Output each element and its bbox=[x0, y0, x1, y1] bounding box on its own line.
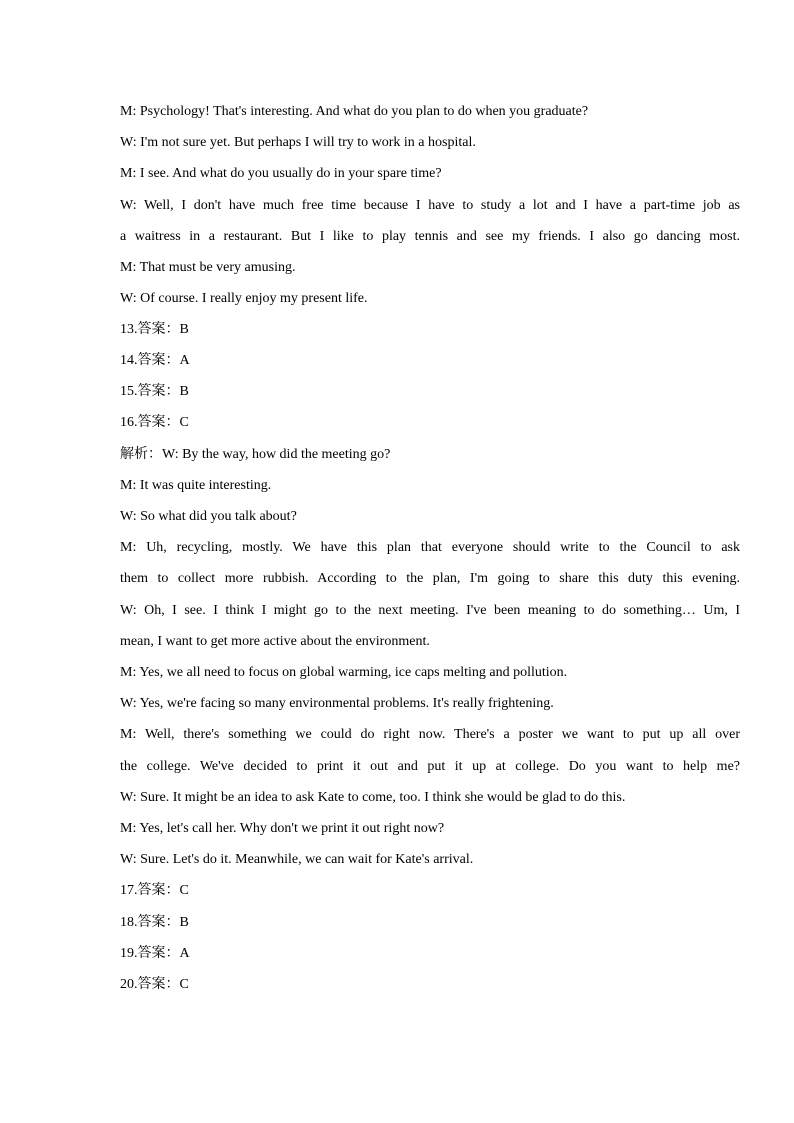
text-line: W: Yes, we're facing so many environmental problems. It's really frightening. bbox=[120, 696, 554, 711]
answer-line: 14.答案：A bbox=[120, 353, 190, 368]
answer-line: 18.答案：B bbox=[120, 915, 189, 930]
answer-line: 19.答案：A bbox=[120, 946, 190, 961]
text-line: W: Sure. It might be an idea to ask Kate to come, too. I think she would be glad to do this. bbox=[120, 790, 626, 805]
text-line: M: It was quite interesting. bbox=[120, 478, 272, 493]
text-line: M: Well, there's something we could do right now. There's a poster we want to put up all over bbox=[120, 727, 740, 742]
text-line: W: Of course. I really enjoy my present life. bbox=[120, 291, 368, 306]
text-line: M: I see. And what do you usually do in your spare time? bbox=[120, 166, 442, 181]
text-line: W: So what did you talk about? bbox=[120, 509, 297, 524]
text-line: the college. We've decided to print it out and put it up at college. Do you want to help me? bbox=[120, 759, 740, 774]
answer-line: 13.答案：B bbox=[120, 322, 189, 337]
text-line: W: Oh, I see. I think I might go to the next meeting. I've been meaning to do something… Um, I bbox=[120, 603, 740, 618]
text-line: M: Yes, let's call her. Why don't we print it out right now? bbox=[120, 821, 445, 836]
text-line: W: I'm not sure yet. But perhaps I will try to work in a hospital. bbox=[120, 135, 476, 150]
text-line: M: That must be very amusing. bbox=[120, 260, 296, 275]
answer-line: 20.答案：C bbox=[120, 977, 189, 992]
analysis-line: 解析：W: By the way, how did the meeting go? bbox=[120, 447, 391, 462]
answer-line: 17.答案：C bbox=[120, 883, 189, 898]
text-line: mean, I want to get more active about the environment. bbox=[120, 634, 430, 649]
text-line: a waitress in a restaurant. But I like to play tennis and see my friends. I also go dancing most. bbox=[120, 229, 740, 244]
text-line: them to collect more rubbish. According to the plan, I'm going to share this duty this evening. bbox=[120, 571, 740, 586]
text-line: W: Sure. Let's do it. Meanwhile, we can wait for Kate's arrival. bbox=[120, 852, 474, 867]
answer-line: 16.答案：C bbox=[120, 415, 189, 430]
text-line: M: Psychology! That's interesting. And what do you plan to do when you graduate? bbox=[120, 104, 589, 119]
answer-line: 15.答案：B bbox=[120, 384, 189, 399]
text-line: W: Well, I don't have much free time because I have to study a lot and I have a part-time job as bbox=[120, 198, 740, 213]
text-line: M: Uh, recycling, mostly. We have this plan that everyone should write to the Council to ask bbox=[120, 540, 740, 555]
text-line: M: Yes, we all need to focus on global warming, ice caps melting and pollution. bbox=[120, 665, 568, 680]
